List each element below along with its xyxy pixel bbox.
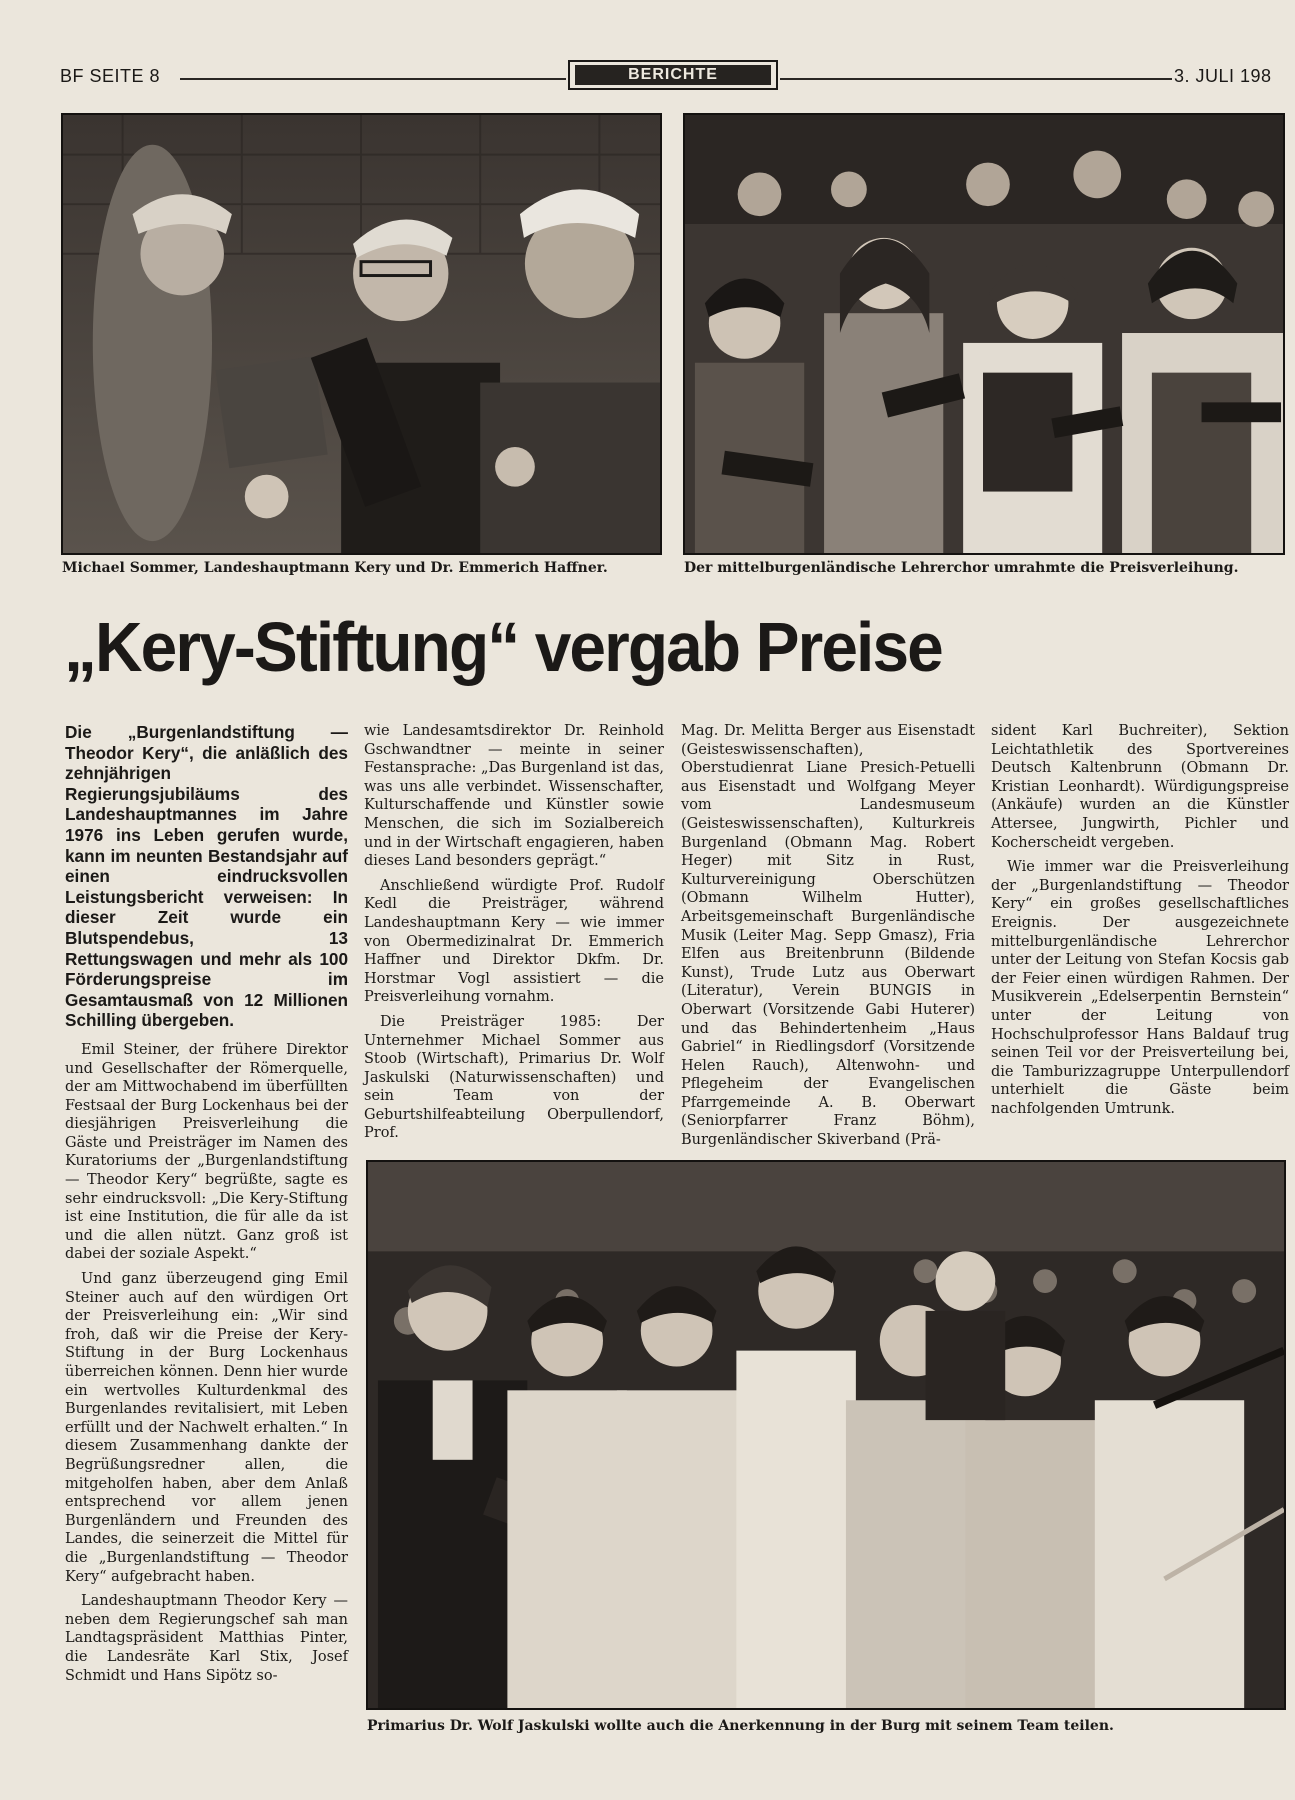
page-number: BF SEITE 8	[60, 66, 161, 86]
header-rule-right	[780, 78, 1172, 80]
paragraph: wie Landesamtsdirektor Dr. Reinhold Gschwandtner — meinte in seiner Festansprache: „Das Burgenland ist das, was uns alle verbindet. Wissenschafter, Kulturschaffende und Künstler sowie Menschen, die sich im Sozialbereich und in der Wirtschaft engagieren, haben dieses Land besonders geprägt.“	[364, 723, 664, 870]
paragraph: Wie immer war die Preisverleihung der „Burgenlandstiftung — Theodor Kery“ ein großes gesellschaftliches Ereignis. Der ausgezeichnete mittelburgenländische Lehrerchor unter der Leitung von Stefan Kocsis gab der Feier einen würdigen Rahmen. Der Musikverein „Edelserpentin Bernstein“ unter der Leitung von Hochschulprofessor Hans Baldauf trug seinen Teil vor der Preisverteilung bei, die Tamburizzagruppe Unterpullendorf unterhielt die Gäste beim nachfolgenden Umtrunk.	[991, 859, 1289, 1117]
paragraph: Und ganz überzeugend ging Emil Steiner auch auf den würdigen Ort der Preisverleihung ein: „Wir sind froh, daß wir die Preise der Kery-Stiftung in der Burg Lockenhaus überreichen können. Denn hier wurde ein wertvolles Kulturdenkmal des Burgenlandes revitalisiert, mit Leben erfüllt und der Nachwelt erhalten.“ In diesem Zusammenhang dankte der Begrüßungsredner allen, die mitgeholfen haben, aber dem Anlaß entsprechend vor allem jenen Burgenländern und Freunden des Landes, die seinerzeit die Mittel für die „Burgenlandstiftung — Theodor Kery“ aufgebracht haben.	[65, 1271, 348, 1585]
paragraph: Anschließend würdigte Prof. Rudolf Kedl die Preisträger, während Landeshauptmann Kery — wie immer von Obermedizinalrat Dr. Emmerich Haffner und Direktor Dkfm. Dr. Horstmar Vogl assistiert — die Preisverleihung vornahm.	[364, 877, 664, 1006]
section-label	[568, 60, 778, 90]
article-column-2	[364, 722, 664, 1143]
paragraph: sident Karl Buchreiter), Sektion Leichtathletik des Sportvereines Deutsch Kaltenbrunn (Obmann Dr. Kristian Leonhardt). Würdigungspreise (Ankäufe) wurden an die Künstler Attersee, Jungwirth, Pichler und Kocherscheidt vergeben.	[991, 723, 1289, 851]
headline: „Kery-Stiftung“ vergab Preise	[64, 608, 942, 686]
article-column-3	[681, 722, 975, 1150]
photo-jaskulski-team	[366, 1160, 1286, 1710]
article-lead: Die „Burgenlandstiftung — Theodor Kery“, die anläßlich des zehnjährigen Regierungsjubiläums des Landeshauptmannes im Jahre 1976 ins Leben gerufen wurde, kann im neunten Bestandsjahr auf einen eindrucksvollen Leistungsbericht verweisen: In dieser Zeit wurde ein Blutspendebus, 13 Rettungswagen und mehr als 100 Förderungspreise im Gesamtausmaß von 12 Millionen Schilling übergeben.	[65, 722, 348, 1031]
photo3-caption: Primarius Dr. Wolf Jaskulski wollte auch die Anerkennung in der Burg mit seinem Team teilen.	[367, 1718, 1114, 1734]
paragraph: Landeshauptmann Theodor Kery — neben dem Regierungschef sah man Landtagspräsident Matthias Pinter, die Landesräte Karl Stix, Josef Schmidt und Hans Sipötz so-	[65, 1593, 348, 1684]
issue-date: 3. JULI 198	[1174, 66, 1272, 86]
article-column-1	[65, 722, 348, 1685]
paragraph: Mag. Dr. Melitta Berger aus Eisenstadt (Geisteswissenschaften), Oberstudienrat Liane Presich-Petuelli aus Eisenstadt und Wolfgang Meyer vom Landesmuseum (Geisteswissenschaften), Kulturkreis Burgenland (Obmann Mag. Robert Heger) mit Sitz in Rust, Kulturvereinigung Oberschützen (Obmann Wilhelm Hutter), Arbeitsgemeinschaft Burgenländische Musik (Leiter Mag. Sepp Gmasz), Fria Elfen aus Breitenbrunn (Bildende Kunst), Trude Lutz aus Oberwart (Literatur), Verein BUNGIS in Oberwart (Vorsitzende Gabi Huterer) und das Behindertenheim „Haus Gabriel“ in Riedlingsdorf (Vorsitzende Helen Rauch), Altenwohn- und Pflegeheim der Evangelischen Pfarrgemeinde A. B. Oberwart (Seniorpfarrer Franz Böhm), Burgenländischer Skiverband (Prä-	[681, 723, 975, 1149]
photo-teachers-choir	[683, 113, 1285, 555]
paragraph: Die Preisträger 1985: Der Unternehmer Michael Sommer aus Stoob (Wirtschaft), Primarius Dr. Wolf Jaskulski (Naturwissenschaften) und sein Team von der Geburtshilfeabteilung Oberpullendorf, Prof.	[364, 1013, 664, 1142]
photo-award-handover	[61, 113, 662, 555]
section-label-text: BERICHTE	[575, 65, 771, 85]
photo1-caption: Michael Sommer, Landeshauptmann Kery und Dr. Emmerich Haffner.	[62, 560, 608, 576]
header-rule-left	[180, 78, 566, 80]
paragraph: Emil Steiner, der frühere Direktor und Gesellschafter der Römerquelle, der am Mittwochabend im überfüllten Festsaal der Burg Lockenhaus bei der diesjährigen Preisverleihung die Gäste und Preisträger im Namen des Kuratoriums der „Burgenlandstiftung — Theodor Kery“ begrüßte, sagte es sehr eindrucksvoll: „Die Kery-Stiftung ist eine Institution, die für alle da ist und die allen nützt. Ganz groß ist dabei der soziale Aspekt.“	[65, 1041, 348, 1263]
article-column-4	[991, 722, 1289, 1118]
photo2-caption: Der mittelburgenländische Lehrerchor umrahmte die Preisverleihung.	[684, 560, 1239, 576]
